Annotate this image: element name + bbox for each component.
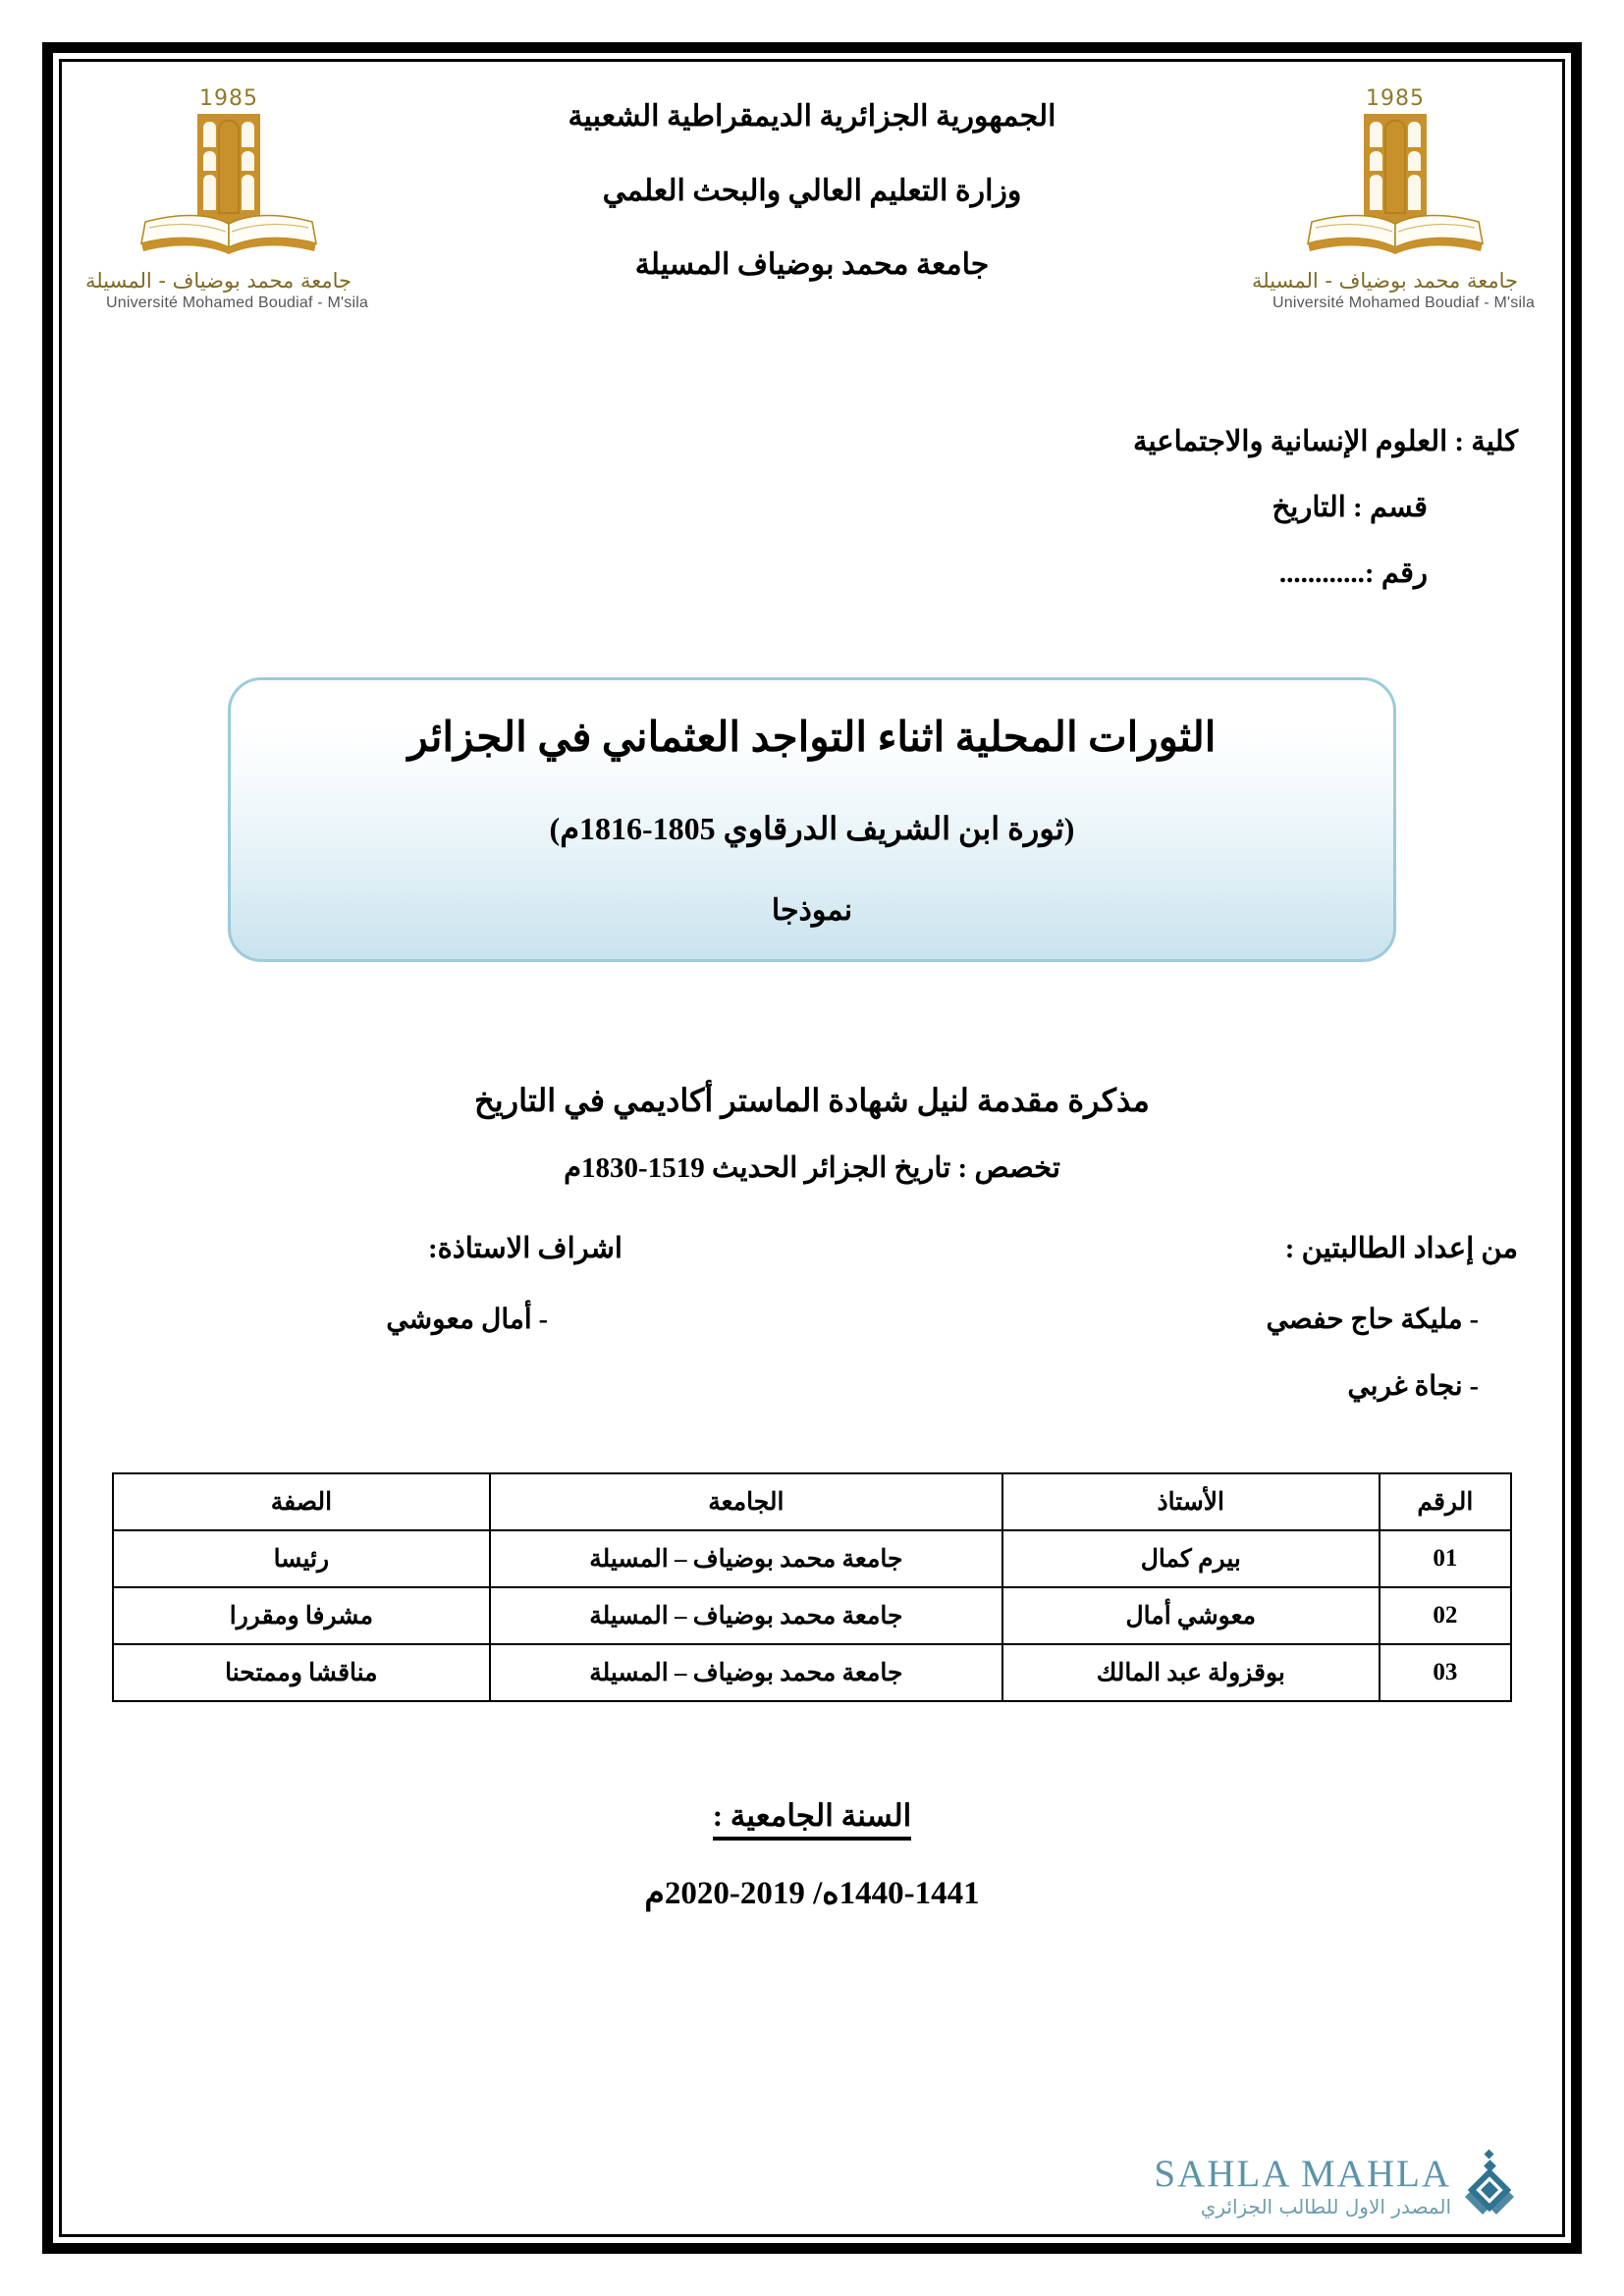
column-header-professor: الأستاذ xyxy=(1002,1473,1380,1530)
cell-professor: بيرم كمال xyxy=(1002,1530,1380,1587)
cell-role: مشرفا ومقررا xyxy=(113,1587,490,1644)
cell-role: مناقشا وممتحنا xyxy=(113,1644,490,1701)
column-header-number: الرقم xyxy=(1380,1473,1511,1530)
cell-professor: بوقزولة عبد المالك xyxy=(1002,1644,1380,1701)
table-header-row xyxy=(113,1473,1511,1530)
academic-year-label xyxy=(65,1798,1559,1834)
supervisor-name: - أمال معوشي xyxy=(386,1305,548,1335)
header-line-republic: الجمهورية الجزائرية الديمقراطية الشعبية xyxy=(568,100,1056,133)
cell-university: جامعة محمد بوضياف – المسيلة xyxy=(490,1530,1002,1587)
jury-table xyxy=(112,1472,1512,1702)
watermark-text xyxy=(1154,2152,1451,2218)
supervisor-heading: اشراف الاستاذة: xyxy=(428,1233,623,1264)
academic-year-value: 1440-1441ه/ 2019-2020م xyxy=(644,1876,980,1911)
republic-header xyxy=(310,98,1314,321)
author-name: - مليكة حاج حفصي xyxy=(1266,1305,1479,1335)
author-name: - نجاة غربي xyxy=(1347,1371,1479,1402)
cell-university: جامعة محمد بوضياف – المسيلة xyxy=(490,1587,1002,1644)
cell-role: رئيسا xyxy=(113,1530,490,1587)
cell-number: 01 xyxy=(1380,1530,1511,1587)
thesis-case-study-label: نموذجا xyxy=(771,893,853,927)
logo-arabic-name: جامعة محمد بوضياف - المسيلة xyxy=(1252,269,1518,293)
thesis-subtitle: (ثورة ابن الشريف الدرقاوي 1805-1816م) xyxy=(549,811,1075,847)
faculty-label: كلية : العلوم الإنسانية والاجتماعية xyxy=(1132,426,1518,457)
thesis-title-box xyxy=(228,677,1396,962)
watermark-brand-name: SAHLA MAHLA xyxy=(1154,2152,1451,2195)
sahla-mahla-watermark xyxy=(1154,2149,1518,2221)
logo-arabic-name: جامعة محمد بوضياف - المسيلة xyxy=(85,269,352,293)
faculty-meta-block xyxy=(772,424,1518,621)
watermark-tagline: المصدر الاول للطالب الجزائري xyxy=(1200,2194,1451,2218)
page-content xyxy=(65,59,1559,2237)
authors-block xyxy=(968,1231,1518,1436)
academic-year-label-text: السنة الجامعية : xyxy=(713,1798,912,1841)
open-book-icon xyxy=(137,210,320,257)
logo-year-label: 1985 xyxy=(1366,86,1425,111)
column-header-role: الصفة xyxy=(113,1473,490,1530)
department-label: قسم : التاريخ xyxy=(1272,492,1428,523)
specialization-statement: تخصص : تاريخ الجزائر الحديث 1519-1830م xyxy=(564,1152,1060,1184)
authors-heading: من إعداد الطالبتين : xyxy=(1284,1233,1518,1264)
table-row xyxy=(113,1644,1511,1701)
supervisor-block xyxy=(112,1231,623,1369)
logo-year-label: 1985 xyxy=(199,86,258,111)
tower-icon xyxy=(197,114,260,224)
open-book-icon xyxy=(1304,210,1487,257)
degree-statement: مذكرة مقدمة لنيل شهادة الماستر أكاديمي في التاريخ xyxy=(474,1083,1150,1118)
tower-icon xyxy=(1364,114,1427,224)
logo-french-name: Université Mohamed Boudiaf - M'sila xyxy=(1272,294,1536,311)
column-header-university: الجامعة xyxy=(490,1473,1002,1530)
table-row xyxy=(113,1530,1511,1587)
cell-university: جامعة محمد بوضياف – المسيلة xyxy=(490,1644,1002,1701)
sahla-mahla-diamond-icon xyxy=(1461,2149,1518,2221)
header-line-ministry: وزارة التعليم العالي والبحث العلمي xyxy=(602,174,1022,207)
reference-number-label: رقم :............ xyxy=(1278,558,1428,589)
cell-number: 02 xyxy=(1380,1587,1511,1644)
jury-table-wrapper xyxy=(112,1472,1512,1702)
cell-professor: معوشي أمال xyxy=(1002,1587,1380,1644)
page-title: الثورات المحلية اثناء التواجد العثماني في الجزائر xyxy=(407,716,1217,761)
table-row xyxy=(113,1587,1511,1644)
header-line-university: جامعة محمد بوضياف المسيلة xyxy=(634,248,990,281)
logo-french-name: Université Mohamed Boudiaf - M'sila xyxy=(106,294,369,311)
cell-number: 03 xyxy=(1380,1644,1511,1701)
